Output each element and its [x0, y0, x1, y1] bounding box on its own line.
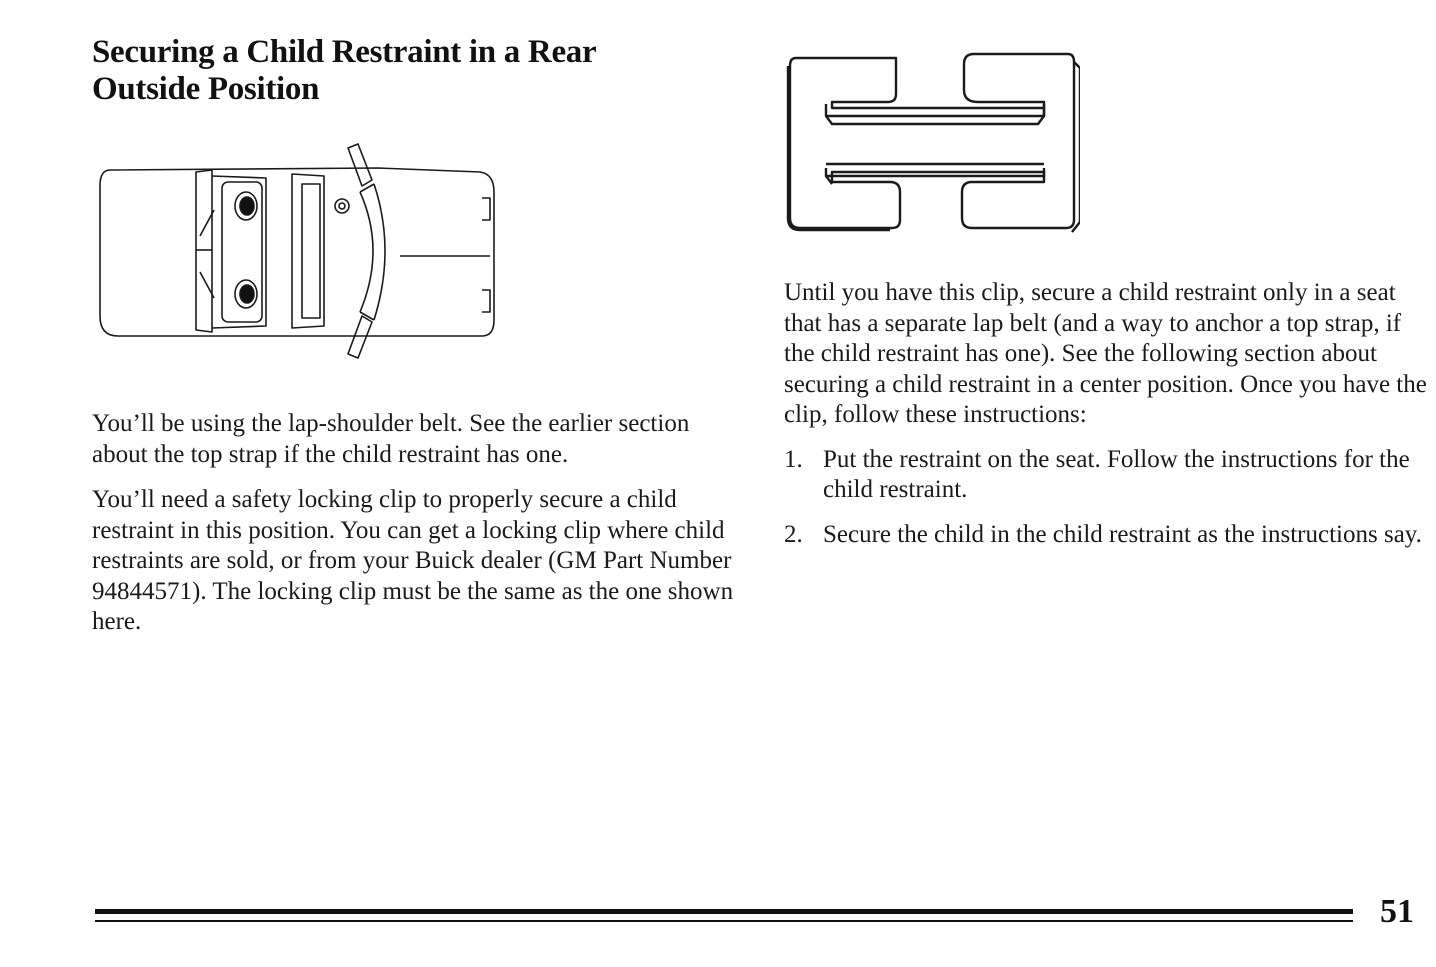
paragraph-until-clip: Until you have this clip, secure a child restraint only in a seat that has a separate lap belt (and a way to anchor a top strap, if the child restraint has one). See the following section about securing a child restraint in a center position. Once you have the clip, follow these instructions: [784, 279, 1427, 428]
page-number: 51 [1380, 893, 1414, 930]
locking-clip-illustration [782, 44, 1080, 234]
step-number: 2. [784, 520, 803, 548]
footer-rule-thin [95, 920, 1353, 922]
paragraph-locking-clip: You’ll need a safety locking clip to properly secure a child restraint in this position. You can get a locking clip where child restraints are sold, or from your Buick dealer (GM Part Number 94844571). The locking clip must be the same as the one shown here. [92, 486, 734, 635]
step-number: 1. [784, 445, 803, 473]
list-item [784, 445, 1429, 506]
left-column [92, 409, 742, 638]
footer-rule-thick [95, 909, 1353, 914]
instruction-steps [784, 445, 1429, 551]
section-heading: Securing a Child Restraint in a Rear Outside Position [92, 34, 596, 107]
car-top-view-illustration [96, 140, 500, 362]
step-text: Put the restraint on the seat. Follow the instructions for the child restraint. [823, 445, 1410, 503]
list-item [784, 520, 1429, 551]
right-column [784, 278, 1429, 550]
paragraph-lap-shoulder-belt: You’ll be using the lap-shoulder belt. See the earlier section about the top strap if the child restraint has one. [92, 410, 690, 468]
step-text: Secure the child in the child restraint as the instructions say. [823, 520, 1422, 548]
